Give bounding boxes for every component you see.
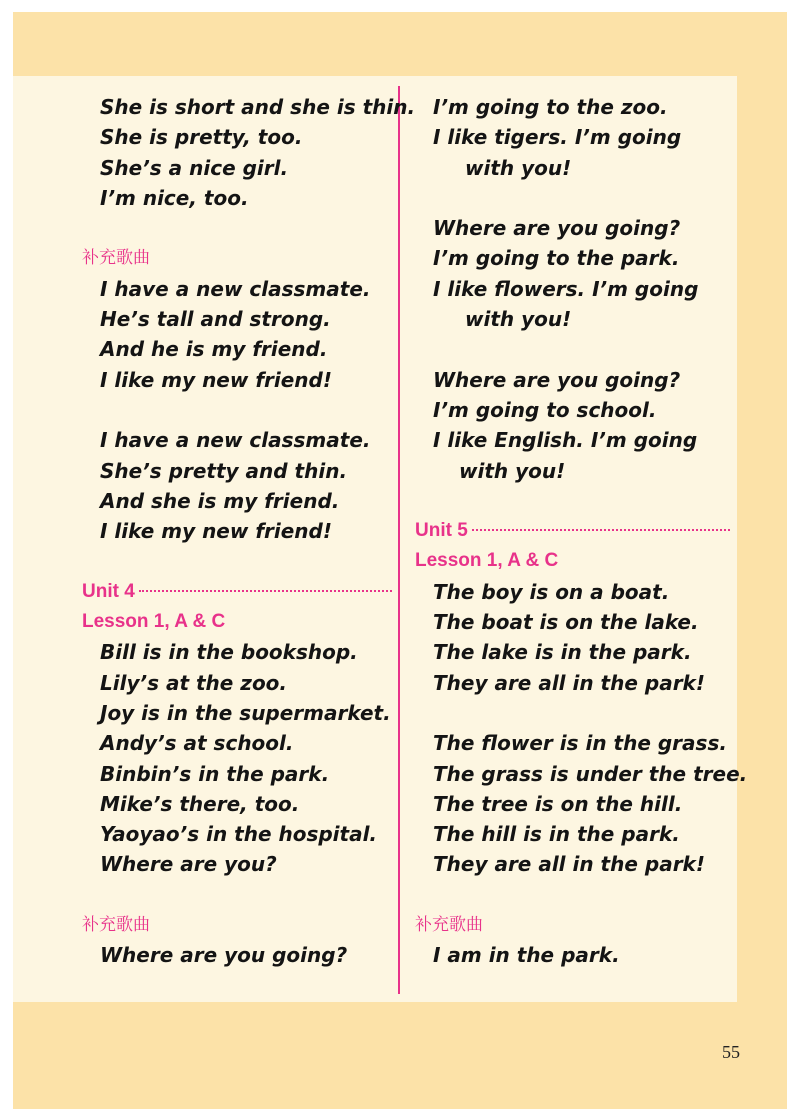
text-line: I like English. I’m going <box>433 428 698 453</box>
text-line: I like flowers. I’m going <box>433 276 699 301</box>
text-line: And he is my friend. <box>100 337 328 362</box>
text-line: The flower is in the grass. <box>433 731 727 756</box>
dotted-rule <box>472 529 730 531</box>
text-line: Andy’s at school. <box>100 731 294 756</box>
text-line: I’m going to school. <box>433 397 657 422</box>
text-line: They are all in the park! <box>433 852 705 877</box>
text-line: She is pretty, too. <box>100 125 303 150</box>
text-line: They are all in the park! <box>433 670 705 695</box>
lesson-heading: Lesson 1, A & C <box>82 611 226 633</box>
unit-heading <box>82 577 392 607</box>
text-line: I like my new friend! <box>100 519 332 544</box>
text-line: The tree is on the hill. <box>433 791 683 816</box>
unit-title: Unit 4 <box>82 580 135 602</box>
lesson-heading: Lesson 1, A & C <box>415 550 559 572</box>
text-line: She’s a nice girl. <box>100 155 289 180</box>
text-line: with you! <box>465 155 572 180</box>
column-divider <box>398 86 400 994</box>
text-line: Where are you going? <box>433 367 681 392</box>
text-line: He’s tall and strong. <box>100 307 331 332</box>
text-line: The boy is on a boat. <box>433 579 670 604</box>
text-line: I’m nice, too. <box>100 185 249 210</box>
text-line: I’m going to the park. <box>433 246 680 271</box>
text-line: Where are you going? <box>433 216 681 241</box>
dotted-rule <box>139 590 392 592</box>
unit-title: Unit 5 <box>415 520 468 542</box>
text-line: with you! <box>465 307 572 332</box>
text-line: And she is my friend. <box>100 488 340 513</box>
text-line: The hill is in the park. <box>433 822 680 847</box>
supplement-song-label: 补充歌曲 <box>82 915 150 936</box>
text-line: I like tigers. I’m going <box>433 125 682 150</box>
text-line: Mike’s there, too. <box>100 791 300 816</box>
text-line: Lily’s at the zoo. <box>100 670 288 695</box>
text-line: Binbin’s in the park. <box>100 761 330 786</box>
text-line: She’s pretty and thin. <box>100 458 348 483</box>
text-line: The grass is under the tree. <box>433 761 748 786</box>
supplement-song-label: 补充歌曲 <box>82 248 150 269</box>
text-line: Bill is in the bookshop. <box>100 640 358 665</box>
text-line: Where are you? <box>100 852 277 877</box>
right-column <box>415 92 748 971</box>
text-line: The lake is in the park. <box>433 640 692 665</box>
left-column <box>82 92 416 971</box>
text-line: I’m going to the zoo. <box>433 95 668 119</box>
text-line: Yaoyao’s in the hospital. <box>100 822 378 847</box>
text-line: I have a new classmate. <box>100 276 371 301</box>
page-number: 55 <box>722 1042 740 1062</box>
text-line: I am in the park. <box>433 943 620 968</box>
text-line: I like my new friend! <box>100 367 332 392</box>
supplement-song-label: 补充歌曲 <box>415 915 483 936</box>
unit-heading <box>415 516 730 546</box>
text-line: Where are you going? <box>100 943 348 968</box>
text-line: with you! <box>459 458 566 483</box>
text-line: I have a new classmate. <box>100 428 371 453</box>
text-line: Joy is in the supermarket. <box>100 700 391 725</box>
text-line: The boat is on the lake. <box>433 610 699 635</box>
text-line: She is short and she is thin. <box>100 95 416 119</box>
